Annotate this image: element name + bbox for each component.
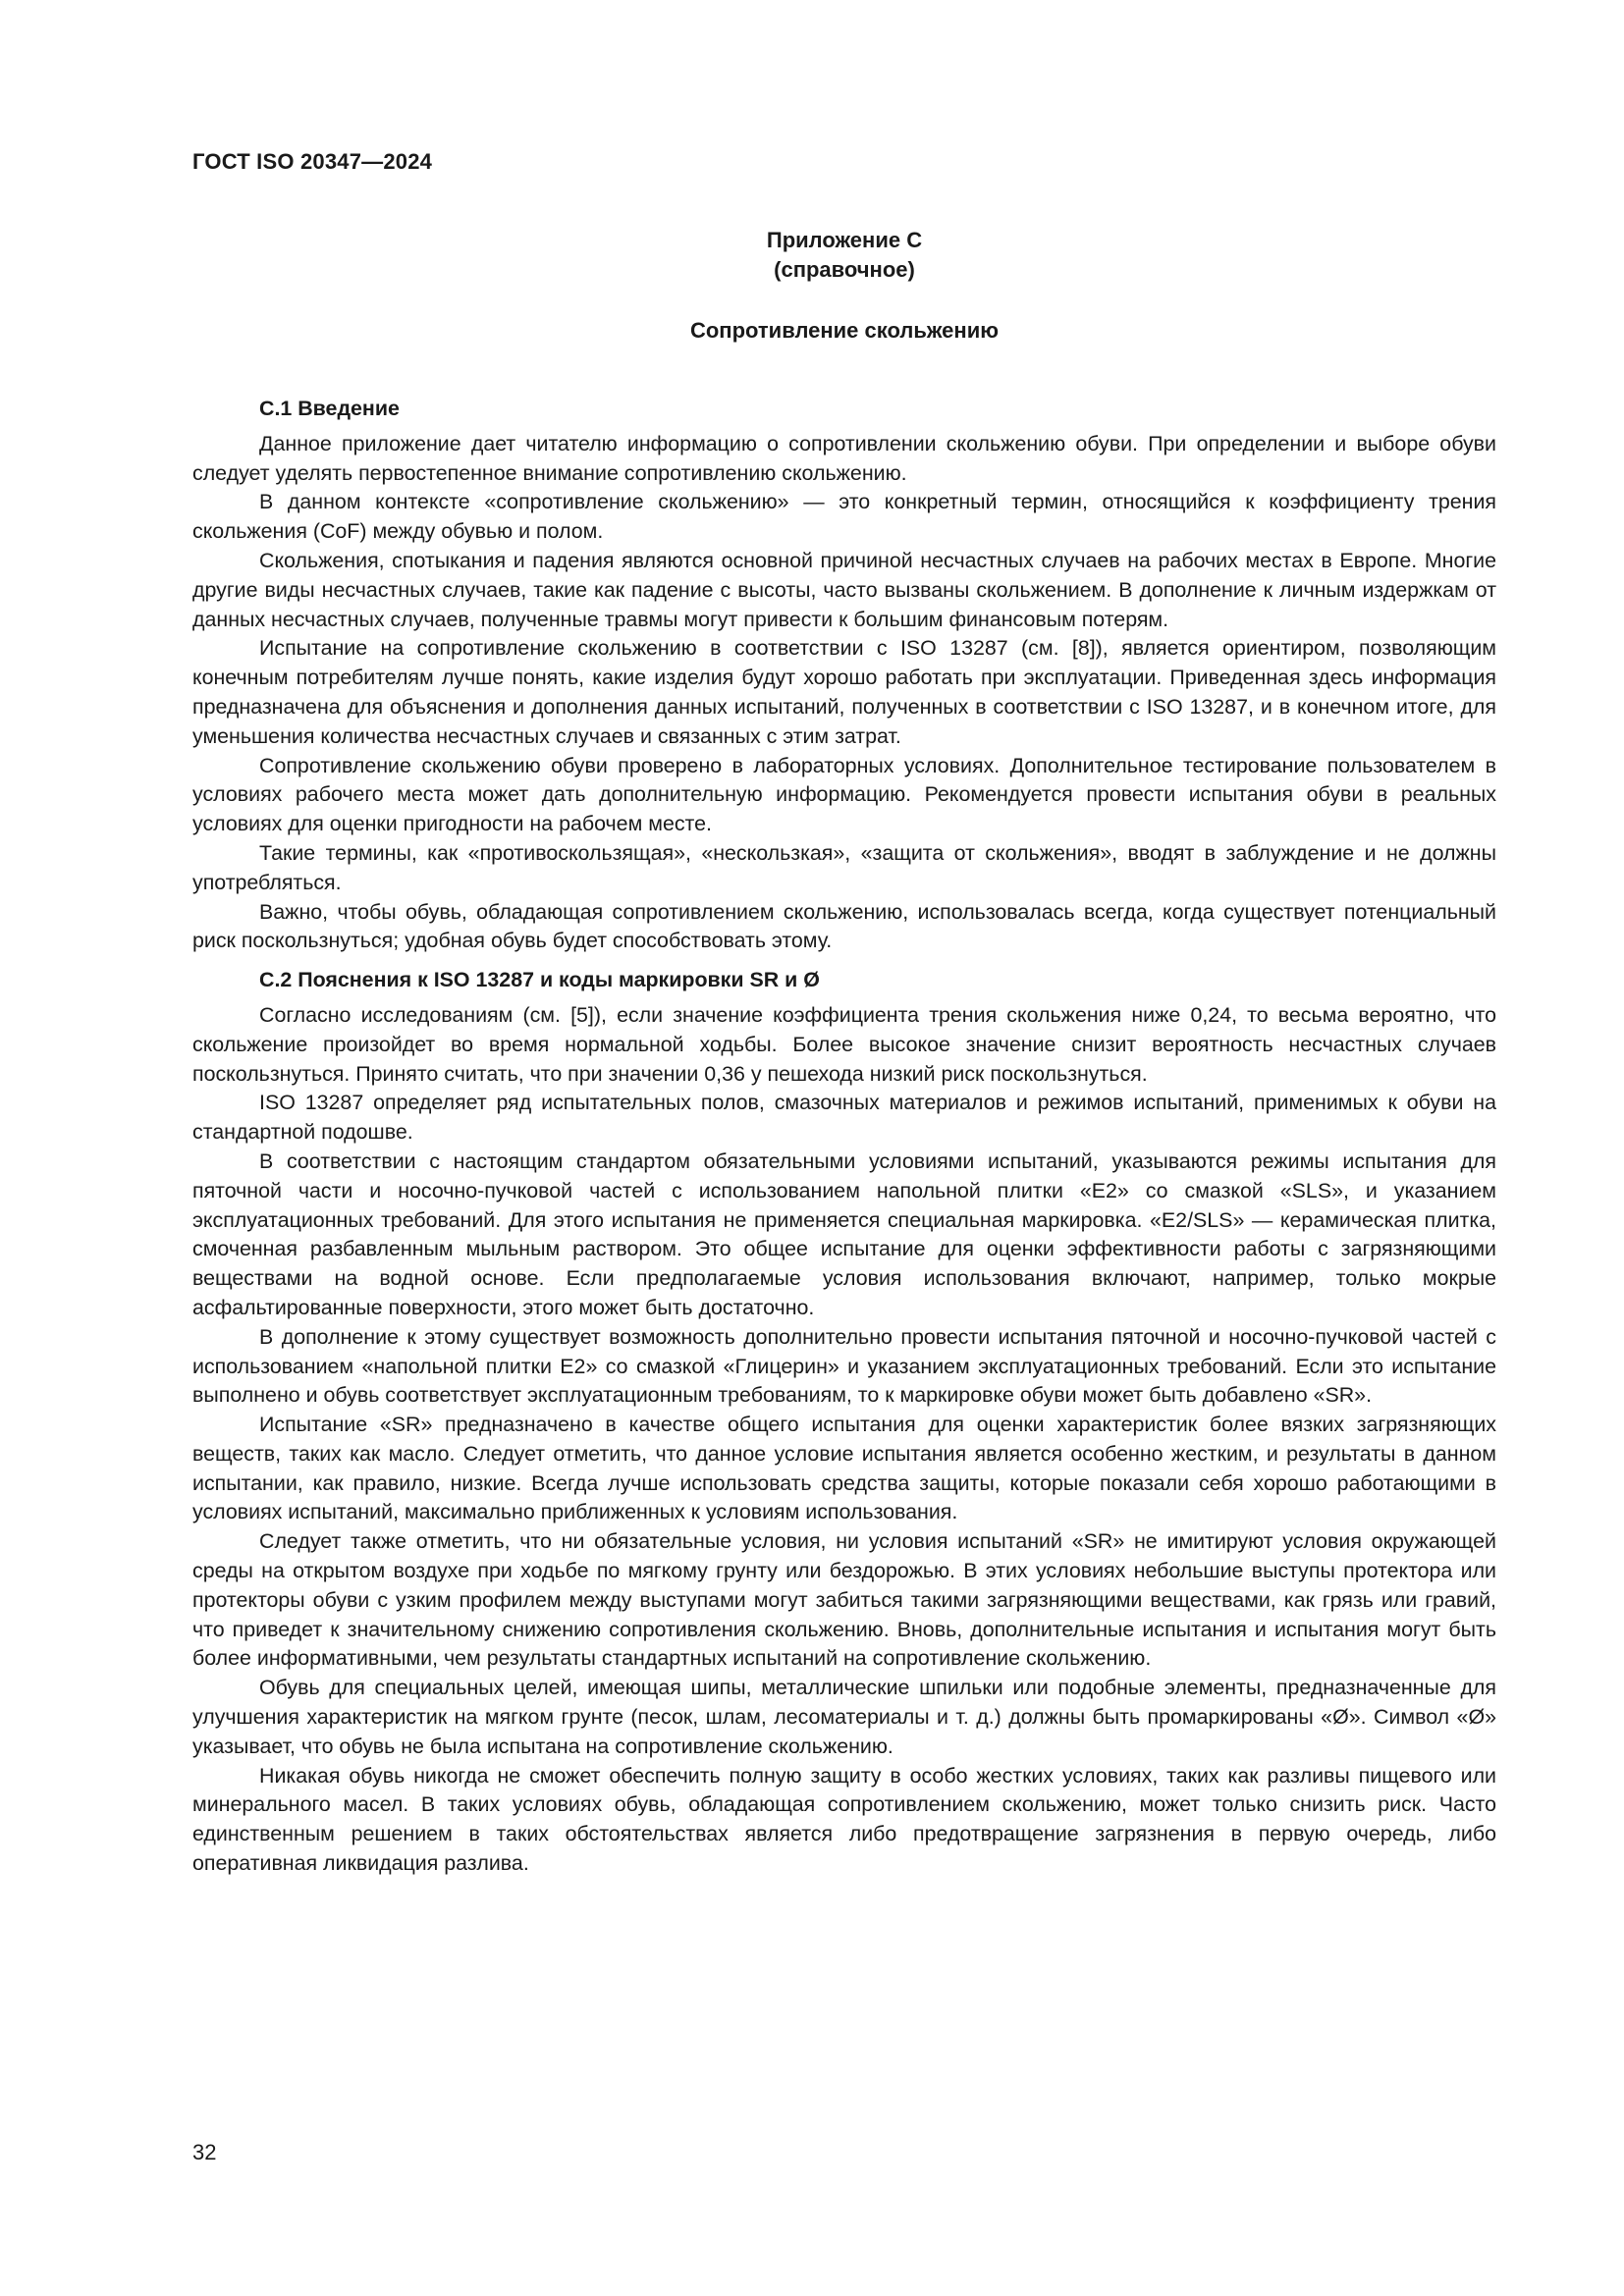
paragraph: Следует также отметить, что ни обязательные условия, ни условия испытаний «SR» не имитируют условия окружающей среды на открытом воздухе при ходьбе по мягкому грунту или бездорожью. В этих условиях небольшие выступы протектора или протекторы обуви с узким профилем между выступами могут забиться такими загрязняющими веществами, как грязь или гравий, что приведет к значительному снижению сопротивления скольжению. Вновь, дополнительные испытания и испытания могут быть более информативными, чем результаты стандартных испытаний на сопротивление скольжению. [192,1529,1496,1671]
annex-heading [192,226,1496,285]
paragraph: Испытание «SR» предназначено в качестве общего испытания для оценки характеристик более вязких загрязняющих веществ, таких как масло. Следует отметить, что данное условие испытания является особенно жестким, и результаты в данном испытании, как правило, низкие. Всегда лучше использовать средства защиты, которые показали себя хорошо работающими в условиях испытаний, максимально приближенных к условиям использования. [192,1413,1496,1524]
paragraph: Согласно исследованиям (см. [5]), если значение коэффициента трения скольжения ниже 0,24, то весьма вероятно, что скольжение произойдет во время нормальной ходьбы. Более высокое значение снизит вероятность несчастных случаев поскользнуться. Принято считать, что при значении 0,36 у пешехода низкий риск поскользнуться. [192,1002,1496,1086]
paragraph: В данном контексте «сопротивление скольжению» — это конкретный термин, относящийся к коэффициенту трения скольжения (CoF) между обувью и полом. [192,490,1496,544]
paragraph: Важно, чтобы обувь, обладающая сопротивлением скольжению, использовалась всегда, когда существует потенциальный риск поскользнуться; удобная обувь будет способствовать этому. [192,899,1496,953]
annex-title: Сопротивление скольжению [689,318,1000,343]
page-number: 32 [192,2140,217,2164]
section-heading: С.1 Введение [259,397,400,420]
document-body [192,395,1496,1879]
paragraph: Такие термины, как «противоскользящая», «нескользкая», «защита от скольжения», вводят в заблуждение и не должны употребляться. [192,840,1496,894]
document-code: ГОСТ ISO 20347—2024 [192,149,433,174]
paragraph: Скольжения, спотыкания и падения являются основной причиной несчастных случаев на рабочих местах в Европе. Многие другие виды несчастных случаев, такие как падение с высоты, часто вызваны скольжением. В дополнение к личным издержкам от данных несчастных случаев, полученные травмы могут привести к большим финансовым потерям. [192,548,1496,631]
annex-label: Приложение С [766,228,923,252]
section-heading: С.2 Пояснения к ISO 13287 и коды маркировки SR и Ø [259,968,820,992]
paragraph: В соответствии с настоящим стандартом обязательными условиями испытаний, указываются режимы испытания для пяточной части и носочно-пучковой частей с использованием напольной плитки «E2» со смазкой «SLS», и указанием эксплуатационных требований. Для этого испытания не применяется специальная маркировка. «E2/SLS» — керамическая плитка, смоченная разбавленным мыльным раствором. Это общее испытание для оценки эффективности работы с загрязняющими веществами на водной основе. Если предполагаемые условия использования включают, например, только мокрые асфальтированные поверхности, этого может быть достаточно. [192,1148,1496,1319]
paragraph: Сопротивление скольжению обуви проверено в лабораторных условиях. Дополнительное тестирование пользователем в условиях рабочего места может дать дополнительную информацию. Рекомендуется провести испытания обуви в реальных условиях для оценки пригодности на рабочем месте. [192,753,1496,836]
annex-status: (справочное) [774,257,915,282]
paragraph: Данное приложение дает читателю информацию о сопротивлении скольжению обуви. При определении и выборе обуви следует уделять первостепенное внимание сопротивлению скольжению. [192,431,1496,485]
paragraph: Никакая обувь никогда не сможет обеспечить полную защиту в особо жестких условиях, таких как разливы пищевого или минерального масел. В таких условиях обувь, обладающая сопротивлением скольжению, может только снизить риск. Часто единственным решением в таких обстоятельствах является либо предотвращение загрязнения в первую очередь, либо оперативная ликвидация разлива. [192,1763,1496,1876]
paragraph: Обувь для специальных целей, имеющая шипы, металлические шпильки или подобные элементы, предназначенные для улучшения характеристик на мягком грунте (песок, шлам, лесоматериалы и т. д.) должны быть промаркированы «Ø». Символ «Ø» указывает, что обувь не была испытана на сопротивление скольжению. [192,1676,1496,1758]
paragraph: В дополнение к этому существует возможность дополнительно провести испытания пяточной и носочно-пучковой частей с использованием «напольной плитки E2» со смазкой «Глицерин» и указанием эксплуатационных требований. Если это испытание выполнено и обувь соответствует эксплуатационным требованиям, то к маркировке обуви может быть добавлено «SR». [192,1324,1496,1408]
paragraph: Испытание на сопротивление скольжению в соответствии с ISO 13287 (см. [8]), является ориентиром, позволяющим конечным потребителям лучше понять, какие изделия будут хорошо работать при эксплуатации. Приведенная здесь информация предназначена для объяснения и дополнения данных испытаний, полученных в соответствии с ISO 13287, и в конечном итоге, для уменьшения количества несчастных случаев и связанных с этим затрат. [192,636,1496,748]
paragraph: ISO 13287 определяет ряд испытательных полов, смазочных материалов и режимов испытаний, применимых к обуви на стандартной подошве. [192,1091,1496,1145]
